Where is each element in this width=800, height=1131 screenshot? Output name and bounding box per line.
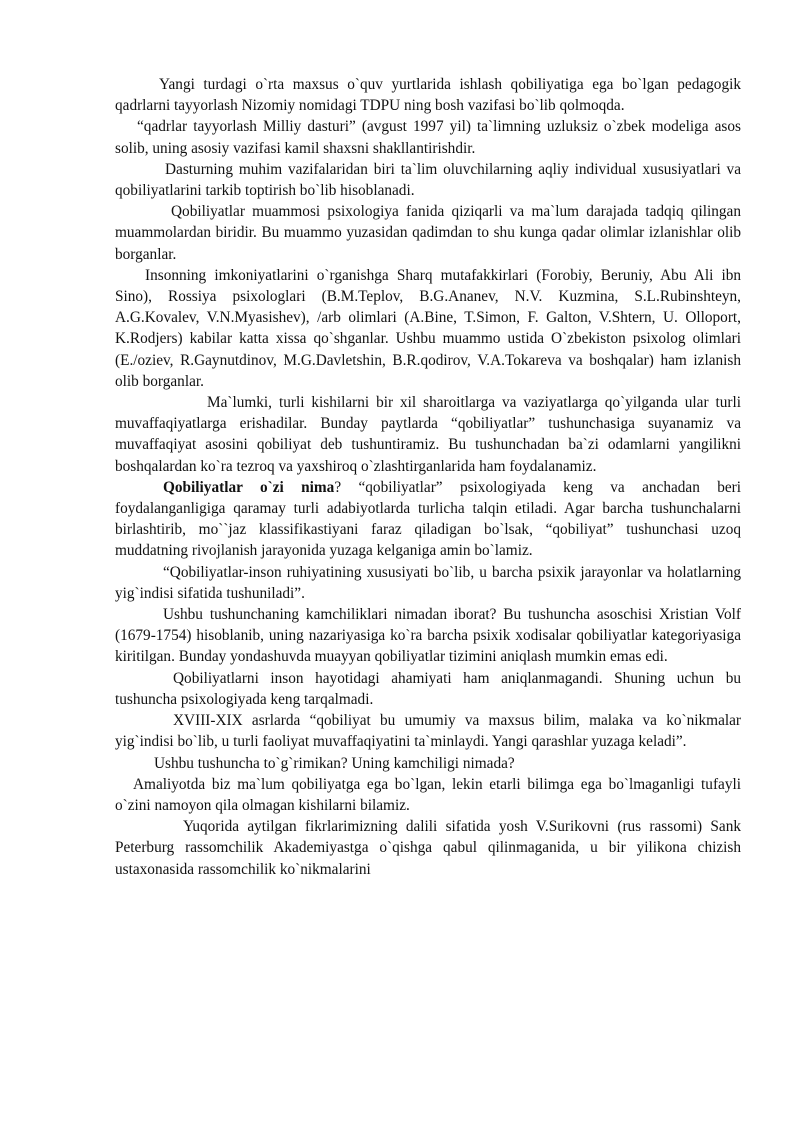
document-page bbox=[115, 74, 741, 880]
paragraph: Yuqorida aytilgan fikrlarimizning dalili sifatida yosh V.Surikovni (rus rassomi) Sank Peterburg rassomchilik Akademiyastga o`qishga qabul qilinmaganida, u bir yilikona chizish ustaxonasida rassomchilik ko`nikmalarini bbox=[115, 818, 741, 878]
inline-heading: Qobiliyatlar o`zi nima bbox=[163, 478, 335, 496]
paragraph: Ma`lumki, turli kishilarni bir xil sharoitlarga va vaziyatlarga qo`yilganda ular turli muvaffaqiyatlarga erishadilar. Bunday paytlarda “qobiliyatlar” tushunchasiga suyanamiz va muvaffaqiyat asosini qobiliyat deb tushuntiramiz. Bu tushunchadan ba`zi odamlarni yangilikni boshqalardan ko`ra tezroq va yaxshiroq o`zlashtirganlarida ham foydalanamiz. bbox=[115, 394, 741, 475]
paragraph: Ushbu tushuncha to`g`rimikan? Uning kamchiligi nimada? bbox=[154, 754, 515, 772]
paragraph: Ushbu tushunchaning kamchiliklari nimadan iborat? Bu tushuncha asoschisi Xristian Volf (1679-1754) hisoblanib, uning nazariyasiga ko`ra barcha psixik xodisalar qobiliyatlar kategoriyasiga kiritilgan. Bunday yondashuvda muayyan qobiliyatlar tizimini aniqlash mumkin emas edi. bbox=[115, 606, 741, 666]
paragraph: “Qobiliyatlar-inson ruhiyatining xususiyati bo`lib, u barcha psixik jarayonlar va holatlarning yig`indisi sifatida tushuniladi”. bbox=[115, 563, 741, 602]
paragraph-text: ? “qobiliyatlar” psixologiyada keng va anchadan beri foydalanganligiga qaramay turli adabiyotlarda turlicha talqin etiladi. Agar barcha tushunchalarni birlashtirib, mo``jaz klassifikastiyani faraz qiladigan bo`lsak, “qobiliyat” tushunchasi uzoq muddatning rivojlanish jarayonida yuzaga kelganiga amin bo`lamiz. bbox=[115, 478, 742, 560]
paragraph: “qadrlar tayyorlash Milliy dasturi” (avgust 1997 yil) ta`limning uzluksiz o`zbek modeliga asos solib, uning asosiy vazifasi kamil shaxsni shakllantirishdir. bbox=[115, 118, 741, 157]
paragraph: Dasturning muhim vazifalaridan biri ta`lim oluvchilarning aqliy individual xususiyatlari va qobiliyatlarini tarkib toptirish bo`lib hisoblanadi. bbox=[115, 160, 741, 200]
paragraph: Qobiliyatlar muammosi psixologiya fanida qiziqarli va ma`lum darajada tadqiq qilingan muammolardan biridir. Bu muammo yuzasidan qadimdan to shu kunga qadar olimlar izlanishlar olib borganlar. bbox=[115, 203, 741, 263]
paragraph: XVIII-XIX asrlarda “qobiliyat bu umumiy va maxsus bilim, malaka va ko`nikmalar yig`indisi bo`lib, u turli faoliyat muvaffaqiyatini ta`minlaydi. Yangi qarashlar yuzaga keladi”. bbox=[115, 712, 741, 751]
paragraph: Insonning imkoniyatlarini o`rganishga Sharq mutafakkirlari (Forobiy, Beruniy, Abu Ali ibn Sino), Rossiya psixologlari (B.M.Teplov, B.G.Ananev, N.V. Kuzmina, S.L.Rubinshteyn, A.G.Kovalev, V.N.Myasishev), /arb olimlari (A.Bine, T.Simon, F. Galton, V.Shtern, U. Olloport, K.Rodjers) kabilar katta xissa qo`shganlar. Ushbu muammo ustida O`zbekiston psixolog olimlari (E./oziev, R.Gaynutdinov, M.G.Davletshin, B.R.qodirov, V.A.Tokareva va boshqalar) ham izlanish olib borganlar. bbox=[115, 266, 741, 390]
paragraph-with-heading bbox=[115, 477, 741, 562]
paragraph: Amaliyotda biz ma`lum qobiliyatga ega bo`lgan, lekin etarli bilimga ega bo`lmaganligi tufayli o`zini namoyon qila olmagan kishilarni bilamiz. bbox=[115, 775, 741, 814]
paragraph: Qobiliyatlarni inson hayotidagi ahamiyati ham aniqlanmagandi. Shuning uchun bu tushuncha psixologiyada keng tarqalmadi. bbox=[115, 669, 741, 708]
paragraph: Yangi turdagi o`rta maxsus o`quv yurtlarida ishlash qobiliyatiga ega bo`lgan pedagogik qadrlarni tayyorlash Nizomiy nomidagi TDPU ning bosh vazifasi bo`lib qolmoqda. bbox=[115, 76, 741, 115]
